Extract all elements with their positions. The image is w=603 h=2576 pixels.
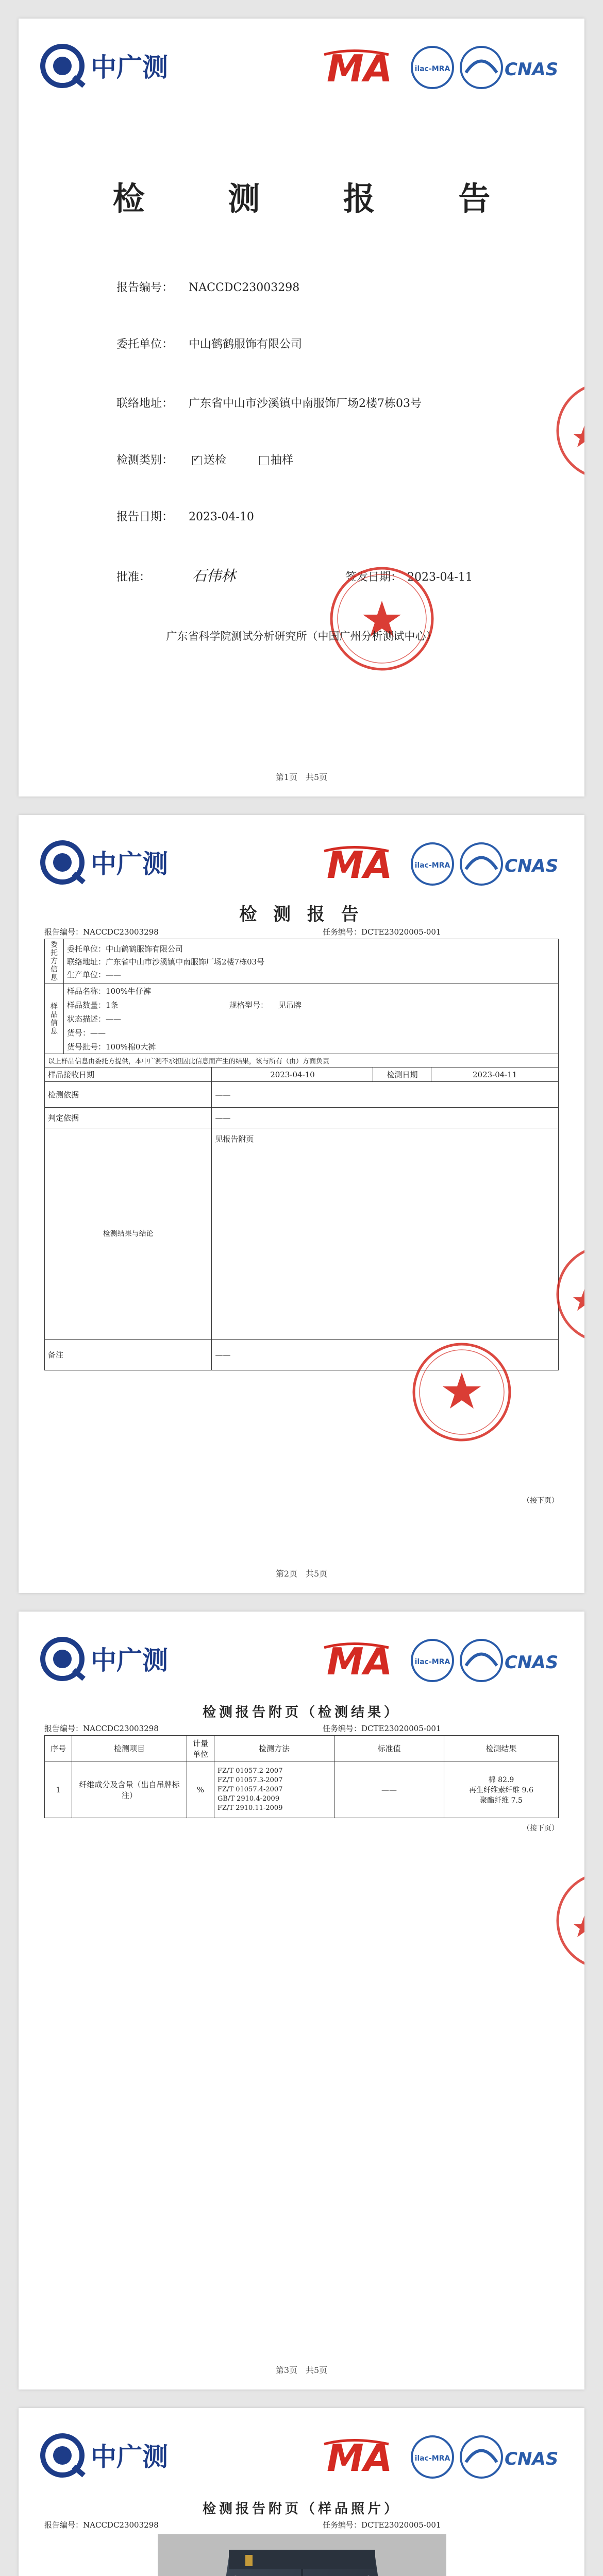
footer-total-pages: 共5页 (306, 772, 328, 782)
producer-name: —— (106, 970, 122, 979)
approver-signature: 石伟林 (192, 567, 236, 584)
task-number-label: 任务编号： (323, 927, 362, 937)
report-number-label: 报告编号： (44, 927, 83, 937)
report-number: NACCDC23003298 (83, 2520, 159, 2530)
report-page-2 (19, 815, 584, 1593)
page-header (39, 1632, 564, 1689)
checkbox-sent-icon (192, 456, 202, 465)
basis-value: —— (212, 1082, 559, 1108)
cnas-badge: CNAS (505, 1652, 559, 1673)
col-header: 计量单位 (187, 1736, 214, 1761)
issue-date-label: 签发日期： (345, 571, 403, 584)
client-label: 委托单位： (67, 944, 106, 954)
task-number-line (323, 926, 441, 937)
test-type-label: 检测类别： (116, 454, 174, 467)
test-item: 纤维成分及含量（出自吊牌标注） (72, 1761, 187, 1818)
receive-date-label: 样品接收日期 (45, 1067, 212, 1082)
task-number: DCTE23020005-001 (361, 927, 441, 937)
sample-qty-label: 样品数量： (67, 1001, 106, 1010)
col-header: 检测方法 (214, 1736, 334, 1761)
report-info-table (44, 939, 559, 1370)
ilac-mra-badge: ilac-MRA (414, 1658, 450, 1666)
task-number: DCTE23020005-001 (361, 2520, 441, 2530)
report-number: NACCDC23003298 (189, 281, 300, 294)
sample-spec-label: 规格型号： (229, 1001, 269, 1010)
sample-row (64, 998, 558, 1012)
sample-item-label: 货号： (67, 1028, 91, 1038)
next-page-note: （接下页） (523, 1497, 559, 1505)
client-name: 中山鹤鹤服饰有限公司 (189, 338, 303, 351)
col-header: 检测项目 (72, 1736, 187, 1761)
approve-label: 批准： (116, 571, 151, 584)
col-header: 标准值 (334, 1736, 444, 1761)
cnas-badge: CNAS (505, 856, 559, 876)
client-section-label: 委托方信息 (45, 939, 64, 984)
official-seal-icon (328, 565, 436, 673)
standard-value: —— (334, 1761, 444, 1818)
producer-label: 生产单位： (67, 970, 106, 979)
conclusion-label: 检测结果与结论 (45, 1128, 212, 1340)
test-type-row (116, 451, 293, 467)
report-number-label: 报告编号： (116, 281, 174, 294)
page-header (39, 836, 564, 892)
page-footer (19, 1567, 584, 1579)
brand-name: 中广测 (91, 849, 168, 879)
address-label: 联络地址： (67, 957, 106, 967)
perforation-seal-icon (554, 1869, 584, 1972)
zhongguangce-logo (39, 2429, 225, 2485)
next-page-note: （接下页） (523, 1824, 559, 1833)
client-name: 中山鹤鹤服饰有限公司 (106, 944, 183, 954)
checkbox-spot-icon (259, 456, 269, 465)
zhongguangce-logo (39, 1632, 225, 1689)
task-number: DCTE23020005-001 (361, 1724, 441, 1733)
report-page-3 (19, 1612, 584, 2389)
cma-badge: MA (327, 2436, 393, 2480)
remark-label: 备注 (45, 1340, 212, 1370)
report-number-line (44, 2519, 159, 2530)
perforation-seal-icon (554, 1243, 584, 1346)
basis-label: 检测依据 (45, 1082, 212, 1108)
certification-badges (322, 841, 564, 887)
report-date-label: 报告日期： (116, 511, 174, 523)
report-number-row (116, 279, 299, 295)
client-info-row (64, 955, 558, 968)
certification-badges (322, 1637, 564, 1684)
sample-status-label: 状态描述： (67, 1014, 106, 1024)
page-title: 检测报告附页（样品照片） (202, 2501, 400, 2517)
test-date-label: 检测日期 (373, 1067, 431, 1082)
report-date: 2023-04-10 (189, 511, 254, 523)
sample-row (64, 1026, 558, 1040)
footer-total-pages: 共5页 (306, 2365, 328, 2375)
cnas-badge: CNAS (505, 59, 559, 80)
conclusion-value: 见报告附页 (212, 1128, 559, 1340)
footer-page-number: 第1页 (275, 772, 297, 782)
test-date: 2023-04-11 (431, 1067, 559, 1082)
page-title: 检测报告附页（检测结果） (202, 1705, 400, 1720)
certification-badges (322, 2434, 564, 2480)
footer-page-number: 第2页 (275, 1569, 297, 1579)
page-header (39, 2429, 564, 2485)
zhongguangce-logo (39, 39, 225, 96)
official-seal-icon (410, 1341, 513, 1444)
report-number-line (44, 1723, 159, 1734)
address-row (116, 395, 422, 411)
sample-batch-label: 货号批号： (67, 1042, 106, 1052)
report-number: NACCDC23003298 (83, 927, 159, 937)
report-title: 检 测 报 告 (112, 180, 527, 217)
sample-row (64, 1012, 558, 1026)
footer-total-pages: 共5页 (306, 1569, 328, 1579)
type-sent: 送检 (204, 454, 227, 467)
sample-row (64, 984, 558, 998)
cma-badge: MA (327, 47, 393, 90)
row-number: 1 (45, 1761, 72, 1818)
task-number-line (323, 1723, 441, 1734)
report-number-line (44, 926, 159, 937)
sample-item: —— (90, 1028, 106, 1038)
client-address: 广东省中山市沙溪镇中南服饰厂场2楼7栋03号 (189, 397, 422, 410)
sample-photo (158, 2534, 446, 2576)
page-footer (19, 2364, 584, 2376)
certification-badges (322, 44, 564, 91)
results-row (45, 1761, 559, 1818)
unit: % (187, 1761, 214, 1818)
judge-value: —— (212, 1108, 559, 1128)
ilac-mra-badge: ilac-MRA (414, 2454, 450, 2463)
col-header: 检测结果 (444, 1736, 559, 1761)
issue-date: 2023-04-11 (407, 571, 473, 584)
sample-batch: 100%棉0大裤 (106, 1042, 156, 1052)
client-row (116, 335, 302, 351)
ilac-mra-badge: ilac-MRA (414, 861, 450, 870)
remark-value: —— (212, 1340, 559, 1370)
results-table (44, 1735, 559, 1818)
issuing-organization: 广东省科学院测试分析研究所（中国广州分析测试中心） (166, 630, 437, 642)
page-footer (19, 771, 584, 783)
zhongguangce-logo (39, 836, 225, 892)
brand-name: 中广测 (91, 2442, 168, 2472)
test-result: 棉 82.9 再生纤维素纤维 9.6 聚酯纤维 7.5 (444, 1761, 559, 1818)
sample-section-label: 样品信息 (45, 984, 64, 1054)
cma-badge: MA (327, 1640, 393, 1683)
type-spot: 抽样 (271, 454, 294, 467)
report-page-1 (19, 19, 584, 796)
receive-date: 2023-04-10 (212, 1067, 373, 1082)
provided-info-note: 以上样品信息由委托方提供，本中广测不承担因此信息而产生的结果，该与所有（由）方面负责 (45, 1054, 559, 1067)
sample-status: —— (106, 1014, 122, 1024)
report-number-label: 报告编号： (44, 1724, 83, 1733)
address-label: 联络地址： (116, 397, 174, 410)
results-header-row (45, 1736, 559, 1761)
cma-badge: MA (327, 843, 393, 887)
sample-spec: 见吊牌 (278, 1001, 302, 1010)
sample-info-cell (64, 984, 559, 1054)
report-number: NACCDC23003298 (83, 1724, 159, 1733)
cnas-badge: CNAS (505, 2449, 559, 2469)
sample-row (64, 1040, 558, 1054)
sample-name: 100%牛仔裤 (106, 987, 151, 996)
ilac-mra-badge: ilac-MRA (414, 65, 450, 73)
test-methods: FZ/T 01057.2-2007 FZ/T 01057.3-2007 FZ/T 01057.4-2007 GB/T 2910.4-2009 FZ/T 2910.11-2009 (214, 1761, 334, 1818)
judge-label: 判定依据 (45, 1108, 212, 1128)
brand-name: 中广测 (91, 1646, 168, 1675)
client-label: 委托单位： (116, 338, 174, 351)
client-info-row (64, 942, 558, 955)
report-page-4 (19, 2408, 584, 2576)
page-header (39, 39, 564, 96)
col-header: 序号 (45, 1736, 72, 1761)
report-number-label: 报告编号： (44, 2520, 83, 2530)
client-info-row (64, 968, 558, 981)
sample-name-label: 样品名称： (67, 987, 106, 996)
client-info-cell (64, 939, 559, 984)
perforation-seal-icon (554, 379, 584, 482)
report-date-row (116, 508, 254, 524)
footer-page-number: 第3页 (275, 2365, 297, 2375)
sample-qty: 1条 (106, 1001, 119, 1010)
task-number-label: 任务编号： (323, 1724, 362, 1733)
page-title: 检 测 报 告 (239, 904, 364, 925)
brand-name: 中广测 (91, 53, 168, 82)
task-number-label: 任务编号： (323, 2520, 362, 2530)
task-number-line (323, 2519, 441, 2530)
client-address: 广东省中山市沙溪镇中南服饰厂场2楼7栋03号 (106, 957, 265, 967)
